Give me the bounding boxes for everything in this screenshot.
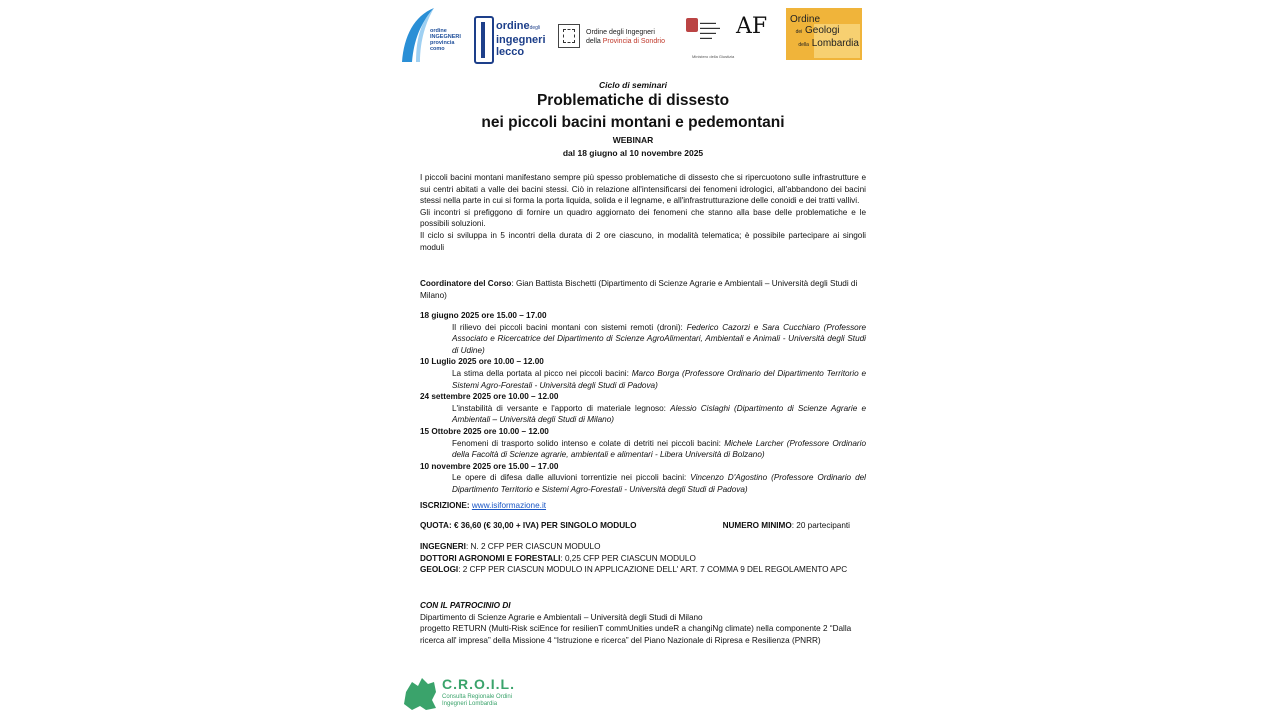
patronage: [420, 600, 866, 646]
ordine-ingegneri-lecco-logo: [472, 2, 552, 66]
emblem-text-lines-icon: ▬▬▬▬ ▬▬▬▬▬ ▬▬▬▬ ▬▬▬: [700, 20, 720, 40]
registration-label: ISCRIZIONE: [420, 501, 467, 510]
lombardia-map-icon: [400, 674, 440, 714]
como-line: INGEGNERI: [430, 34, 461, 40]
credit-line: [420, 564, 866, 576]
croil-name: C.R.O.I.L.: [442, 676, 515, 692]
emblem-icon: [686, 18, 698, 32]
croil-sub: Ingegneri Lombardia: [442, 701, 498, 707]
session: [420, 391, 866, 426]
ordine-ingegneri-sondrio-logo: [556, 2, 678, 66]
fee-value: : € 36,60 (€ 30,00 + IVA) PER SINGOLO MODULO: [448, 521, 637, 530]
lecco-line3: lecco: [496, 46, 525, 58]
session-date: 15 Ottobre 2025 ore 10.00 – 12.00: [420, 426, 549, 436]
lecco-line2: ingegneri: [496, 34, 546, 46]
sondrio-red: Provincia di Sondrio: [602, 38, 665, 45]
credit-line: [420, 541, 866, 553]
session: [420, 356, 866, 391]
registration: [420, 500, 866, 512]
patronage-line: progetto RETURN (Multi-Risk sciEnce for resilienT commUnities undeR a changiNg climate) nella componente 2 “Dalla ricerca all' impresa” della Missione 4 “Istruzione e ricerca” del Piano Nazionale di Ripresa e Resilienza (PNRR): [420, 624, 852, 645]
registration-link[interactable]: www.isiformazione.it: [471, 501, 547, 510]
patronage-line: Dipartimento di Scienze Agrarie e Ambientali – Università degli Studi di Milano: [420, 612, 703, 622]
como-line: como: [430, 46, 445, 52]
session-speaker: Alessio Cislaghi (Dipartimento di Scienze Agrarie e Ambientali – Università degli Studi di Milano): [452, 403, 866, 425]
intro-text: [420, 172, 866, 253]
session-speaker: Marco Borga (Professore Ordinario del Dipartimento Territorio e Sistemi Agro-Forestali - Università degli Studi di Padova): [452, 368, 867, 390]
intro-paragraph: I piccoli bacini montani manifestano sempre più spesso problematiche di dissesto che si ripercuotono sulle infrastrutture e sui centri abitati a valle dei bacini stessi. Ciò in relazione all'intensificarsi dei fenomeni idrologici, all'abbandono dei bacini stessi nella parte in cui si forma la porta liquida, solida e il legname, e all'infrastrutturazione delle conoidi e dei tratti vallivi.: [420, 173, 866, 206]
patronage-heading: CON IL PATROCINIO DI: [420, 601, 511, 610]
intro-paragraph: Gli incontri si prefiggono di fornire un quadro aggiornato dei fenomeni che stanno alla base delle problematiche e le possibili soluzioni.: [420, 207, 866, 229]
minimum-value: : 20 partecipanti: [791, 521, 850, 530]
logo-strip: [396, 2, 870, 66]
session-date: 24 settembre 2025 ore 10.00 – 12.00: [420, 392, 559, 402]
como-line: provincia: [430, 40, 455, 46]
date-range: dal 18 giugno al 10 novembre 2025: [562, 148, 704, 158]
session-topic: Il rilievo dei piccoli bacini montani con sistemi remoti (droni):: [452, 322, 687, 332]
coordinator: [420, 278, 866, 301]
flyer-page: [396, 0, 870, 720]
como-line: ordine: [430, 28, 447, 34]
af-logo: [684, 2, 768, 66]
title-line2: nei piccoli bacini montani e pedemontani: [481, 114, 785, 131]
geologi-line3: Lombardia: [811, 38, 859, 49]
title-line1: Problematiche di dissesto: [536, 92, 730, 109]
session-date: 10 Luglio 2025 ore 10.00 – 12.00: [420, 357, 544, 367]
lecco-small: degli: [529, 25, 541, 31]
fee-label: QUOTA: [420, 521, 449, 530]
session: [420, 461, 866, 496]
af-mark: AF: [736, 14, 768, 39]
coordinator-text: : Gian Battista Bischetti (Dipartimento di Scienze Agrarie e Ambientali – Università degli Studi di Milano): [420, 279, 858, 300]
coordinator-label: Coordinatore del Corso: [420, 279, 512, 288]
credit-label: DOTTORI AGRONOMI E FORESTALI: [420, 553, 561, 563]
intro-paragraph: Il ciclo si sviluppa in 5 incontri della durata di 2 ore ciascuno, in modalità telematica; è possibile partecipare ai singoli moduli: [420, 230, 866, 252]
session-speaker: Vincenzo D'Agostino (Professore Ordinario del Dipartimento Territorio e Sistemi Agro-Forestali - Università degli Studi di Padova): [452, 473, 866, 494]
geologi-small2: della: [798, 42, 809, 48]
series-label: Ciclo di seminari: [598, 80, 668, 90]
ordine-geologi-lombardia-logo: [786, 2, 864, 66]
af-caption: Ministero della Giustizia: [692, 54, 735, 59]
credits: [420, 541, 866, 576]
croil-sub: Consulta Regionale Ordini: [442, 694, 513, 700]
fee-row: [420, 520, 850, 532]
lecco-line1: ordine: [496, 20, 530, 32]
session: [420, 426, 866, 461]
credit-label: INGEGNERI: [420, 542, 466, 551]
column-icon: [474, 16, 494, 64]
croil-logo: [400, 674, 540, 716]
session: [420, 310, 866, 356]
geologi-line1: Ordine: [790, 14, 821, 25]
session-topic: Fenomeni di trasporto solido intenso e colate di detriti nei piccoli bacini:: [452, 438, 725, 448]
webinar-label: WEBINAR: [612, 135, 654, 145]
credit-line: [420, 553, 866, 565]
session-speaker: Michele Larcher (Professore Ordinario della Facoltà di Scienze agrarie, ambientali e alimentari - Libera Università di Bolzano): [452, 438, 866, 460]
session-speaker: Federico Cazorzi e Sara Cucchiaro (Professore Associato e Ricercatrice del Dipartimento di Scienze AgroAlimentari, Ambientali e Animali - Università degli Studi di Udine): [452, 322, 867, 355]
minimum-label: NUMERO MINIMO: [722, 521, 792, 530]
registration-sep: :: [466, 501, 472, 510]
geologi-line2: Geologi: [805, 25, 840, 36]
sondrio-line1: Ordine degli Ingegneri: [586, 29, 655, 36]
credit-text: : N. 2 CFP PER CIASCUN MODULO: [465, 542, 601, 551]
session-topic: Le opere di difesa dalle alluvioni torrentizie nei piccoli bacini:: [452, 473, 691, 483]
session-topic: L'instabilità di versante e l'apporto di materiale legnoso:: [452, 403, 671, 413]
session-date: 10 novembre 2025 ore 15.00 – 17.00: [420, 461, 559, 471]
session-topic: La stima della portata al picco nei piccoli bacini:: [452, 368, 632, 378]
schedule: [420, 310, 866, 496]
credit-text: : 0,25 CFP PER CIASCUN MODULO: [560, 553, 696, 563]
session-date: 18 giugno 2025 ore 15.00 – 17.00: [420, 311, 547, 320]
ordine-ingegneri-como-logo: [398, 2, 470, 66]
credit-text: : 2 CFP PER CIASCUN MODULO IN APPLICAZIONE DELL' ART. 7 COMMA 9 DEL REGOLAMENTO APC: [458, 565, 848, 575]
crest-icon: [558, 24, 580, 48]
geologi-small: dei: [795, 29, 803, 35]
sondrio-prefix: della: [586, 38, 603, 45]
credit-label: GEOLOGI: [420, 565, 459, 575]
